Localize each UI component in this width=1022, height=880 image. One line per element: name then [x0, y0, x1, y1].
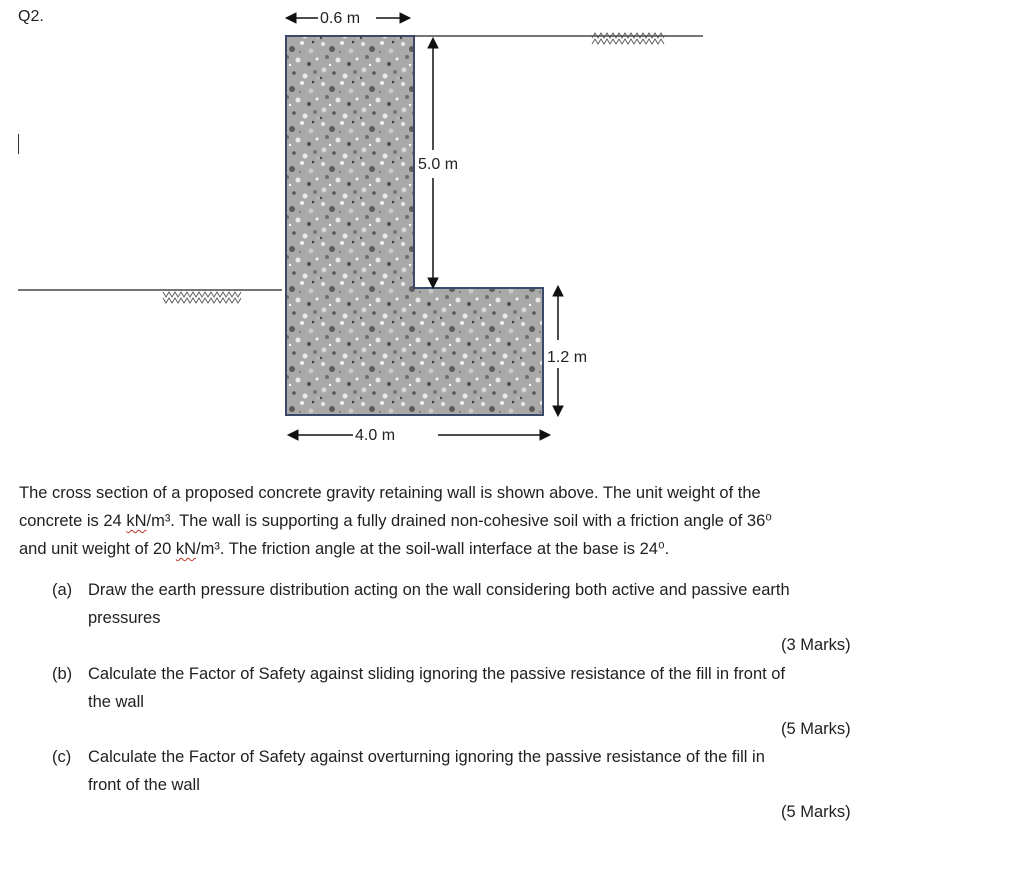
part-a-label: (a)	[52, 581, 73, 599]
problem-statement	[19, 479, 939, 563]
stem-height-label: 5.0 m	[418, 156, 459, 173]
part-c-text: Calculate the Factor of Safety against overturning ignoring the passive resistance of the fill in front of the wall	[88, 748, 765, 794]
base-width-dimension	[288, 430, 550, 440]
retaining-wall	[286, 36, 543, 415]
top-width-label: 0.6 m	[320, 10, 361, 27]
statement-line-2: concrete is 24 kN/m³. The wall is supporting a fully drained non-cohesive soil with a friction angle of 36⁰	[19, 512, 772, 530]
part-b-marks: (5 Marks)	[781, 720, 851, 738]
question-part-c	[0, 743, 1022, 803]
question-part-a	[0, 576, 1022, 636]
statement-line-1: The cross section of a proposed concrete gravity retaining wall is shown above. The unit weight of the	[19, 484, 761, 502]
front-soil-symbol	[163, 292, 241, 303]
part-c-marks: (5 Marks)	[781, 803, 851, 821]
statement-line-3: and unit weight of 20 kN/m³. The friction angle at the soil-wall interface at the base is 24⁰.	[19, 540, 670, 558]
part-c-label: (c)	[52, 748, 72, 766]
base-thickness-label: 1.2 m	[547, 349, 588, 366]
question-number: Q2.	[18, 8, 44, 25]
backfill-soil-symbol	[592, 33, 664, 44]
part-a-text: Draw the earth pressure distribution acting on the wall considering both active and passive earth pressures	[88, 581, 790, 627]
part-a-marks: (3 Marks)	[781, 636, 851, 654]
question-part-b	[0, 660, 1022, 720]
part-b-text: Calculate the Factor of Safety against sliding ignoring the passive resistance of the fill in front of the wall	[88, 665, 786, 711]
base-width-label: 4.0 m	[355, 427, 396, 444]
part-b-label: (b)	[52, 665, 73, 683]
